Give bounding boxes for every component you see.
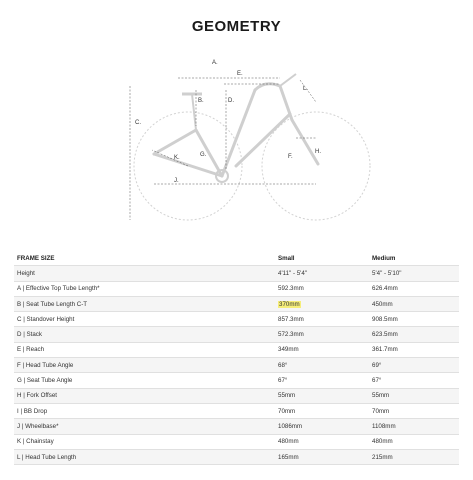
row-label: C | Standover Height (17, 315, 75, 323)
front-wheel (262, 112, 370, 220)
small-value: 1086mm (275, 419, 369, 434)
row-label: D | Stack (14, 327, 275, 342)
small-value: 480mm (278, 438, 299, 446)
table-row (14, 373, 459, 388)
row-label: J | Wheelbase* (14, 419, 275, 434)
diagram-label-c: C. (135, 120, 141, 126)
row-label: B | Seat Tube Length C-T (14, 296, 275, 311)
small-value: 67° (278, 377, 288, 385)
diagram-label-h: H. (315, 149, 321, 155)
diagram-label-d: D. (228, 98, 234, 104)
bike-geometry-diagram (0, 50, 473, 230)
medium-value: 450mm (369, 296, 459, 311)
table-row (14, 266, 459, 281)
table-row (14, 327, 459, 342)
row-label: G | Seat Tube Angle (17, 377, 73, 385)
row-label: F | Head Tube Angle (14, 358, 275, 373)
column-header-frame-size: FRAME SIZE (17, 254, 55, 262)
row-label: E | Reach (17, 346, 45, 354)
table-row (14, 449, 459, 464)
table-header-row (14, 251, 459, 266)
medium-value: 361.7mm (372, 346, 398, 354)
medium-value: 5'4" - 5'10" (369, 266, 459, 281)
diagram-label-f: F. (288, 154, 293, 160)
column-header-medium: Medium (372, 254, 396, 262)
diagram-label-g: G. (200, 152, 207, 158)
row-label: A | Effective Top Tube Length* (17, 285, 100, 293)
diagram-label-j: J. (174, 178, 179, 184)
medium-value: 69° (369, 358, 459, 373)
table-row (14, 403, 459, 418)
small-value: 857.3mm (278, 315, 304, 323)
small-value: 572.3mm (275, 327, 369, 342)
small-value (275, 296, 369, 311)
small-value: 4'11" - 5'4" (275, 266, 369, 281)
diagram-label-l: L. (303, 86, 309, 92)
medium-value: 215mm (369, 449, 459, 464)
medium-value: 55mm (369, 388, 459, 403)
table-row (14, 342, 459, 357)
diagram-label-k: K. (174, 155, 180, 161)
small-value: 68° (275, 358, 369, 373)
geometry-table (14, 251, 459, 465)
row-label: H | Fork Offset (14, 388, 275, 403)
row-label: Height (14, 266, 275, 281)
medium-value: 626.4mm (372, 285, 398, 293)
medium-value: 67° (372, 377, 382, 385)
small-value: 592.3mm (278, 285, 304, 293)
medium-value: 908.5mm (372, 315, 398, 323)
table-row (14, 312, 459, 327)
row-label: I | BB Drop (17, 407, 48, 415)
small-value: 165mm (275, 449, 369, 464)
table-row (14, 358, 459, 373)
table-row (14, 388, 459, 403)
medium-value: 623.5mm (369, 327, 459, 342)
medium-value: 1108mm (369, 419, 459, 434)
row-label: L | Head Tube Length (14, 449, 275, 464)
table-row (14, 296, 459, 311)
page-title: GEOMETRY (191, 18, 282, 35)
table-row (14, 434, 459, 449)
medium-value: 70mm (372, 407, 390, 415)
column-header-small: Small (278, 254, 295, 262)
table-row (14, 419, 459, 434)
row-label: K | Chainstay (17, 438, 54, 446)
small-value: 349mm (278, 346, 299, 354)
diagram-label-a: A. (212, 60, 218, 66)
small-value: 55mm (275, 388, 369, 403)
diagram-label-e: E. (237, 71, 243, 77)
diagram-label-b: B. (198, 98, 204, 104)
highlighted-value: 370mm (279, 300, 300, 308)
small-value: 70mm (278, 407, 296, 415)
medium-value: 480mm (372, 438, 393, 446)
table-row (14, 281, 459, 296)
